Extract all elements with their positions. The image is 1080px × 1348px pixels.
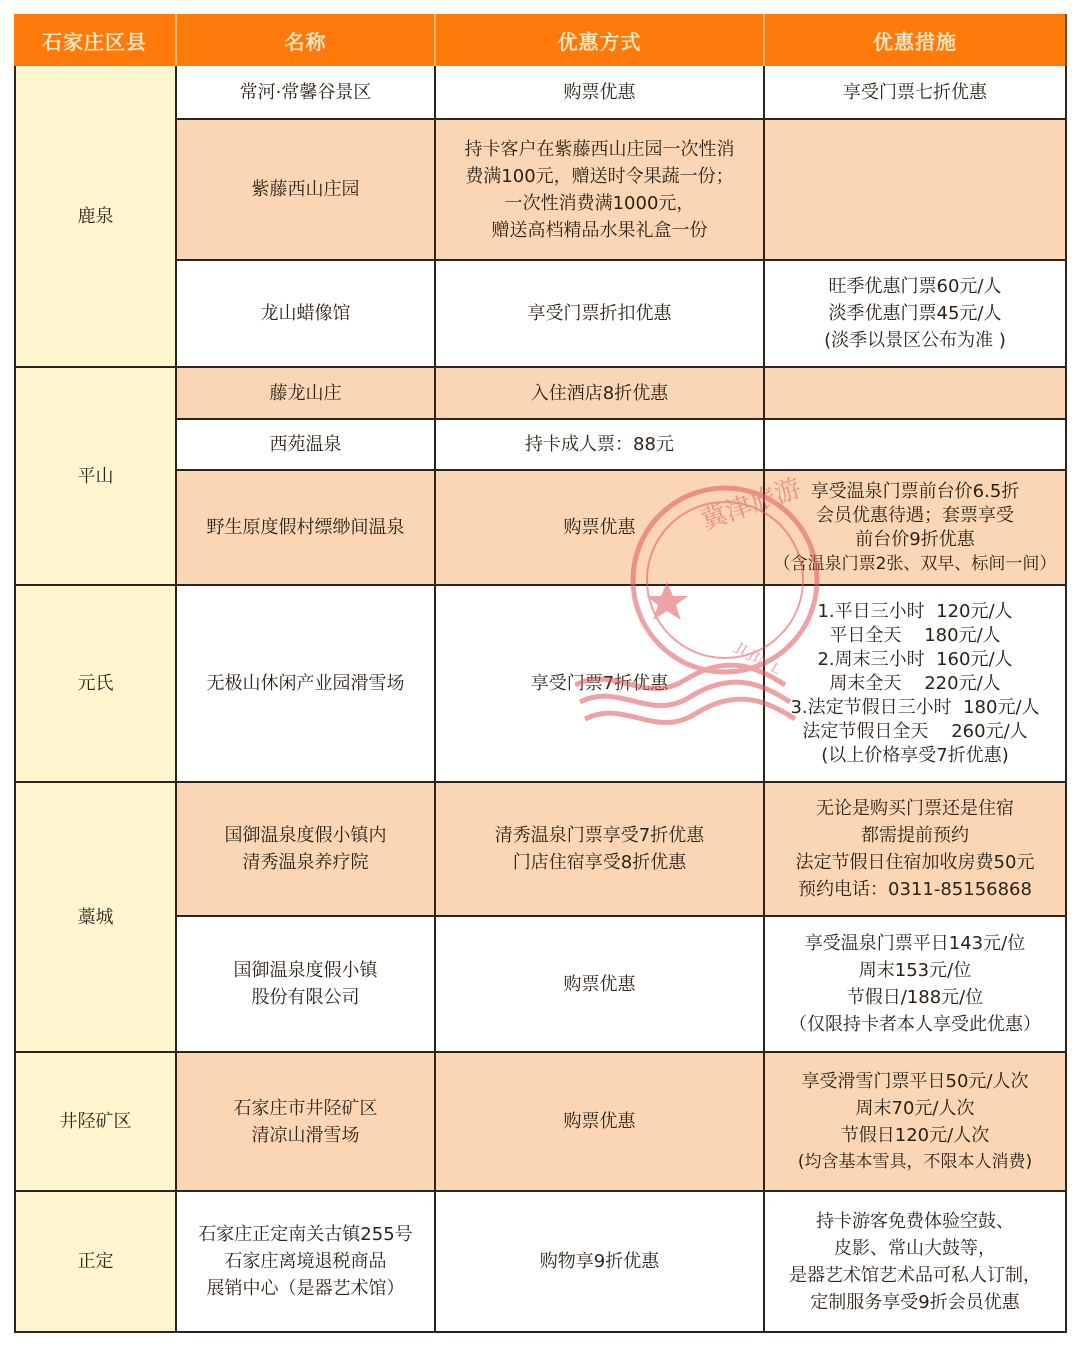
venue-name: 清凉山滑雪场 [251, 1124, 360, 1146]
district-label: 平山 [77, 465, 114, 487]
measures-cell [765, 66, 1067, 120]
venue-name: 股份有限公司 [251, 987, 360, 1008]
method-text: 门店住宿享受8折优惠 [512, 852, 687, 873]
venue-name: 常河·常馨谷景区 [239, 81, 372, 103]
district-cell [14, 368, 177, 586]
venue-name: 紫藤西山庄园 [251, 179, 360, 200]
measures-text: 享受温泉门票平日143元/位 [804, 933, 1026, 954]
method-cell [436, 120, 765, 261]
method-text: 购票优惠 [563, 517, 636, 538]
method-cell [436, 66, 765, 120]
method-text: 赠送高档精品水果礼盒一份 [491, 219, 708, 241]
venue-name: 龙山蜡像馆 [260, 303, 351, 324]
venue-name: 石家庄市井陉矿区 [233, 1097, 378, 1119]
measures-cell [765, 783, 1067, 917]
venue-name-cell [177, 261, 436, 368]
district-cell [14, 66, 177, 368]
method-cell [436, 420, 765, 471]
svg-text:JI JIN L: JI JIN L [733, 640, 783, 678]
district-label: 藁城 [77, 906, 114, 928]
measures-text: 享受门票七折优惠 [843, 81, 987, 103]
venue-name-cell [177, 66, 436, 120]
method-text: 清秀温泉门票享受7折优惠 [494, 825, 705, 846]
district-cell [14, 1192, 177, 1333]
venue-name-cell [177, 420, 436, 471]
measures-text: 淡季优惠门票45元/人 [828, 303, 1002, 324]
venue-name-cell [177, 783, 436, 917]
method-cell [436, 471, 765, 586]
method-text: 一次性消费满1000元， [504, 192, 695, 214]
method-text: 购物享9折优惠 [539, 1251, 660, 1272]
measures-text: 周末70元/人次 [855, 1097, 975, 1119]
measures-cell [765, 1053, 1067, 1192]
measures-text: 2.周末三小时 160元/人 [817, 648, 1013, 670]
measures-text: 法定节假日全天 260元/人 [802, 720, 1028, 742]
measures-cell [765, 586, 1067, 783]
measures-text: 会员优惠待遇；套票享受 [816, 504, 1014, 526]
venue-name: 石家庄正定南关古镇255号 [198, 1224, 413, 1245]
measures-text: （仅限持卡者本人享受此优惠） [789, 1014, 1041, 1035]
method-text: 持卡客户在紫藤西山庄园一次性消 [464, 138, 735, 160]
measures-text: 定制服务享受9折会员优惠 [810, 1291, 1020, 1313]
measures-text: 前台价9折优惠 [855, 528, 975, 550]
method-text: 享受门票折扣优惠 [527, 303, 672, 324]
discount-table [14, 14, 1067, 1333]
method-text: 费满100元，赠送时令果蔬一份； [465, 165, 734, 187]
venue-name: 无极山休闲产业园滑雪场 [206, 673, 405, 694]
measures-text: 1.平日三小时 120元/人 [817, 600, 1013, 622]
method-cell [436, 917, 765, 1053]
measures-cell [765, 420, 1067, 471]
venue-name: 展销中心（是器艺术馆） [206, 1278, 405, 1299]
measures-cell [765, 368, 1067, 420]
venue-name-cell [177, 1053, 436, 1192]
venue-name-cell [177, 586, 436, 783]
venue-name-cell [177, 120, 436, 261]
method-text: 购票优惠 [563, 81, 636, 103]
measures-text: 3.法定节假日三小时 180元/人 [790, 696, 1040, 718]
measures-text: 都需提前预约 [861, 825, 969, 846]
venue-name-cell [177, 1192, 436, 1333]
method-text: 购票优惠 [563, 1111, 636, 1132]
method-cell [436, 368, 765, 420]
venue-name: 西苑温泉 [269, 434, 342, 455]
method-text: 享受门票7折优惠 [530, 673, 669, 694]
venue-name: 清秀温泉养疗院 [242, 852, 369, 873]
measures-text: 预约电话：0311-85156868 [798, 879, 1032, 900]
measures-text: 是器艺术馆艺术品可私人订制， [789, 1264, 1041, 1286]
measures-text: 周末153元/位 [858, 960, 972, 981]
measures-text: 无论是购买门票还是住宿 [816, 798, 1014, 819]
venue-name: 国御温泉度假小镇 [233, 960, 378, 981]
measures-cell [765, 261, 1067, 368]
district-label: 正定 [77, 1251, 114, 1272]
measures-text: 法定节假日住宿加收房费50元 [795, 852, 1035, 873]
method-cell [436, 261, 765, 368]
measures-cell [765, 917, 1067, 1053]
measures-text: 享受温泉门票前台价6.5折 [810, 480, 1020, 502]
district-cell [14, 1053, 177, 1192]
measures-text: （含温泉门票2张、双早、标间一间） [773, 553, 1057, 574]
method-text: 持卡成人票：88元 [525, 434, 674, 455]
venue-name: 野生原度假村缥缈间温泉 [206, 517, 405, 538]
measures-text: 节假日120元/人次 [840, 1124, 990, 1146]
district-cell [14, 586, 177, 783]
method-cell [436, 783, 765, 917]
measures-text: 享受滑雪门票平日50元/人次 [801, 1070, 1029, 1092]
measures-text: 旺季优惠门票60元/人 [828, 276, 1002, 297]
measures-cell [765, 1192, 1067, 1333]
measures-text: (以上价格享受7折优惠) [821, 744, 1009, 766]
measures-text: 节假日/188元/位 [846, 987, 984, 1008]
method-text: 购票优惠 [563, 973, 636, 995]
method-cell [436, 1192, 765, 1333]
measures-text: (均含基本雪具，不限本人消费) [797, 1151, 1033, 1172]
measures-text: (淡季以景区公布为准 ) [824, 330, 1006, 351]
header-method: 优惠方式 [436, 14, 765, 66]
method-cell [436, 586, 765, 783]
method-text: 入住酒店8折优惠 [530, 382, 669, 404]
header-name: 名称 [177, 14, 436, 66]
venue-name-cell [177, 368, 436, 420]
header-district: 石家庄区县 [14, 14, 177, 66]
measures-text: 周末全天 220元/人 [829, 672, 1001, 694]
measures-text: 平日全天 180元/人 [829, 624, 1001, 646]
district-label: 鹿泉 [77, 205, 114, 227]
district-cell [14, 783, 177, 1053]
venue-name: 藤龙山庄 [269, 382, 342, 404]
measures-text: 持卡游客免费体验空鼓、 [816, 1210, 1014, 1232]
svg-text:冀津旅游: 冀津旅游 [697, 472, 806, 537]
measures-cell [765, 120, 1067, 261]
measures-cell [765, 471, 1067, 586]
venue-name: 石家庄离境退税商品 [224, 1251, 387, 1272]
district-label: 元氏 [77, 673, 114, 694]
district-label: 井陉矿区 [59, 1111, 132, 1132]
header-measures: 优惠措施 [765, 14, 1067, 66]
venue-name-cell [177, 471, 436, 586]
method-cell [436, 1053, 765, 1192]
measures-text: 皮影、常山大鼓等， [834, 1237, 996, 1259]
venue-name: 国御温泉度假小镇内 [224, 825, 387, 846]
venue-name-cell [177, 917, 436, 1053]
